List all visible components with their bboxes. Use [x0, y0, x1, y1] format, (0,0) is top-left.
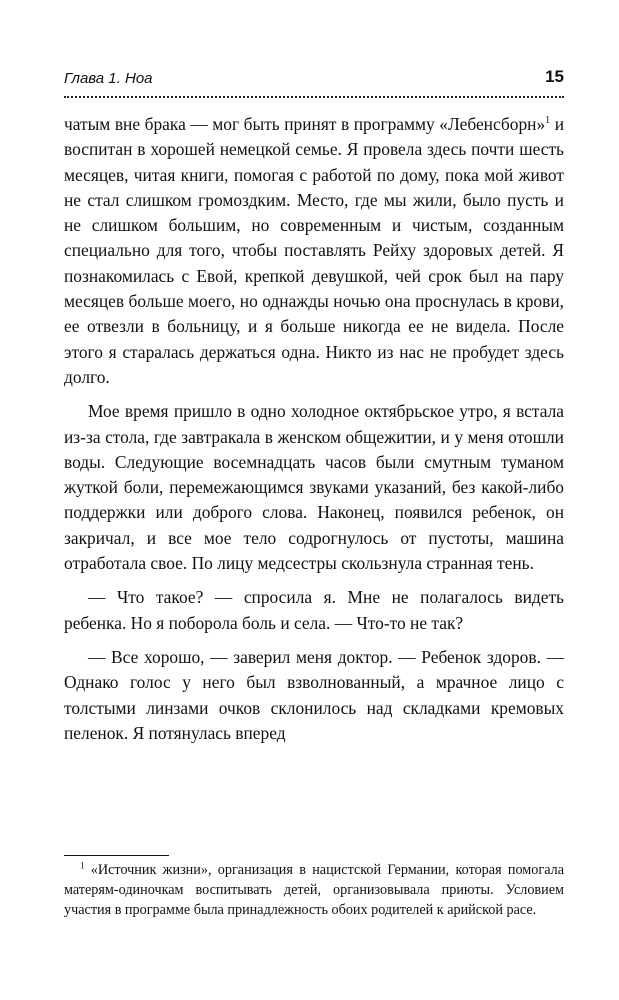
body-text [64, 112, 564, 755]
page-number: 15 [545, 67, 564, 86]
paragraph-2: Мое время пришло в одно холодное октябрьское утро, я встала из-за стола, где завтракала в женском общежитии, и у меня отошли воды. Следующие восемнадцать часов были смутным туманом жуткой боли, перемежающимся звуками указаний, без какой-либо поддержки или доброго слова. Наконец, появился ребенок, он закричал, и все мое тело содрогнулось от пустоты, машина отработала свое. По лицу медсестры скользнула странная тень. [64, 401, 564, 574]
header-dotted-rule [64, 96, 564, 98]
footnote-marker: 1 [80, 860, 85, 871]
page-header [64, 67, 564, 92]
paragraph-1-start: чатым вне брака — мог быть принят в программу «Лебенсборн» [64, 114, 546, 134]
footnote-separator [64, 855, 169, 856]
running-title: Глава 1. Ноа [64, 70, 153, 87]
paragraph-1 [64, 112, 564, 390]
paragraph-4-dialogue: — Все хорошо, — заверил меня доктор. — Ребенок здоров. — Однако голос у него был взволнованный, а мрачное лицо с толстыми линзами очков склонилось над складками кремовых пеленок. Я потянулась вперед [64, 646, 564, 743]
footnote-text: «Источник жизни», организация в нацистской Германии, которая помогала матерям-одиночкам воспитывать детей, организовывала приюты. Условием участия в программе была принадлежность обоих родителей к арийской расе. [64, 862, 564, 918]
paragraph-1-rest: и воспитан в хорошей немецкой семье. Я провела здесь почти шесть месяцев, читая книги, помогая с работой по дому, пока мой живот не стал слишком громоздким. Место, где мы жили, было пусть и не слишком большим, но современным и чистым, созданным специально для того, чтобы поставлять Рейху здоровых детей. Я познакомилась с Евой, крепкой девушкой, чей срок был на пару месяцев больше моего, но однажды ночью она проснулась в крови, ее отвезли в больницу, и я больше никогда ее не видела. После этого я старалась держаться одна. Никто из нас не пробудет здесь долго. [64, 114, 565, 387]
footnote [64, 860, 564, 920]
paragraph-3-dialogue: — Что такое? — спросила я. Мне не полагалось видеть ребенка. Но я поборола боль и села. — Что-то не так? [64, 587, 564, 633]
footnote-reference: 1 [545, 115, 551, 127]
